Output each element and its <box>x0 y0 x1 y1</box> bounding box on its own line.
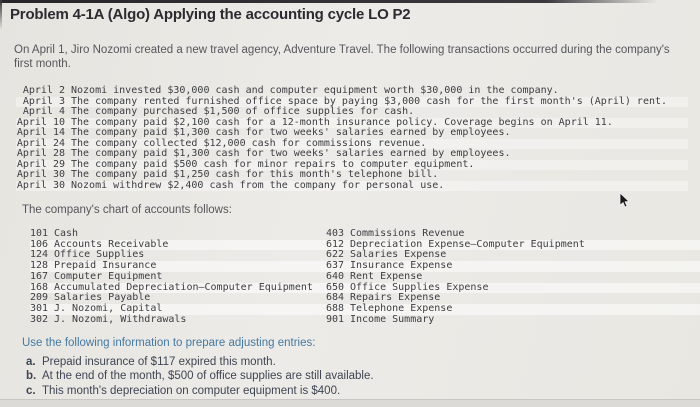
chart-of-accounts <box>0 229 700 325</box>
transaction-text: The company paid $2,100 cash for a 12-month insurance policy. Coverage begins on April 11. <box>71 116 613 128</box>
transaction-line <box>16 181 688 192</box>
account-name: Rent Expense <box>350 270 423 282</box>
account-name: Accounts Receivable <box>54 238 169 250</box>
account-number: 622 <box>326 249 345 261</box>
adjusting-entry-letter: c. <box>26 384 36 397</box>
account-number: 124 <box>30 249 49 261</box>
adjusting-entry-letter: b. <box>26 370 37 383</box>
account-name: Office Supplies <box>54 249 145 261</box>
account-number: 684 <box>326 292 345 304</box>
transaction-text: Nozomi withdrew $2,400 cash from the company for personal use. <box>71 179 445 191</box>
account-name: Cash <box>54 228 79 239</box>
transaction-text: The company collected $12,000 cash for commissions revenue. <box>71 137 427 149</box>
transaction-date: April 24 <box>16 137 65 149</box>
account-name: J. Nozomi, Capital <box>54 302 163 314</box>
account-number: 167 <box>30 270 49 282</box>
account-name: Accumulated Depreciation—Computer Equipment <box>54 281 313 293</box>
problem-intro-text: On April 1, Jiro Nozomi created a new travel agency, Adventure Travel. The following transactions occurred during the company's first month. <box>14 44 670 70</box>
account-number: 209 <box>30 292 49 304</box>
account-number: 101 <box>30 228 49 239</box>
account-number: 640 <box>326 270 345 282</box>
account-number: 168 <box>30 281 49 293</box>
transaction-text: Nozomi invested $30,000 cash and computer equipment worth $30,000 in the company. <box>71 85 559 96</box>
account-number: 302 <box>30 313 49 325</box>
account-name: Insurance Expense <box>350 260 453 272</box>
transaction-text: The company paid $1,300 cash for two weeks' salaries earned by employees. <box>71 127 511 138</box>
adjusting-entry-letter: a. <box>26 356 36 368</box>
transactions-list <box>16 86 688 191</box>
adjusting-entry-text: This month's depreciation on computer equipment is $400. <box>42 384 341 397</box>
account-row <box>30 272 700 283</box>
account-name: Repairs Expense <box>350 292 441 304</box>
account-name: Commissions Revenue <box>350 228 465 239</box>
transaction-text: The company purchased $1,500 of office supplies for cash. <box>71 106 415 117</box>
transaction-date: April 4 <box>22 106 65 117</box>
account-name: Computer Equipment <box>54 270 163 282</box>
account-number: 637 <box>326 260 345 272</box>
transaction-date: April 29 <box>16 158 65 170</box>
chart-of-accounts-intro: The company's chart of accounts follows: <box>22 204 232 216</box>
transaction-date: April 30 <box>16 169 65 180</box>
transaction-text: The company rented furnished office space by paying $3,000 cash for the first month's (April) rent. <box>71 95 668 107</box>
transaction-date: April 30 <box>16 179 65 191</box>
screen-left-edge <box>0 0 2 30</box>
transaction-text: The company paid $1,300 cash for two weeks' salaries earned by employees. <box>71 148 511 159</box>
account-name: Salaries Payable <box>54 292 151 304</box>
account-name: Depreciation Expense—Computer Equipment <box>350 238 585 250</box>
screen-bottom-edge <box>0 399 700 407</box>
transaction-text: The company paid $1,250 cash for this month's telephone bill. <box>71 169 439 180</box>
account-number: 301 <box>30 302 49 314</box>
transaction-date: April 3 <box>22 95 65 107</box>
adjusting-entry-text: Prepaid insurance of $117 expired this month. <box>42 356 276 368</box>
account-name: Office Supplies Expense <box>350 281 489 293</box>
transaction-text: The company paid $500 cash for minor repairs to computer equipment. <box>71 158 475 170</box>
adjusting-entry <box>26 384 374 398</box>
account-name: J. Nozomi, Withdrawals <box>54 313 187 325</box>
account-name: Prepaid Insurance <box>54 260 157 272</box>
transaction-date: April 14 <box>16 127 65 138</box>
account-number: 612 <box>326 238 345 250</box>
account-number: 403 <box>326 228 345 239</box>
account-number: 650 <box>326 281 345 293</box>
adjusting-entries-list <box>26 355 374 398</box>
mouse-cursor-icon <box>619 192 631 215</box>
adjusting-entry-text: At the end of the month, $500 of office supplies are still available. <box>42 370 374 383</box>
screen-top-edge <box>0 0 700 3</box>
account-number: 106 <box>30 238 49 250</box>
transaction-date: April 2 <box>22 85 65 96</box>
account-number: 128 <box>30 260 49 272</box>
transaction-date: April 28 <box>16 148 65 159</box>
account-name: Telephone Expense <box>350 302 453 314</box>
account-name: Income Summary <box>350 313 435 325</box>
adjusting-entry <box>26 369 374 383</box>
account-number: 688 <box>326 302 345 314</box>
account-row <box>30 315 700 326</box>
account-number: 901 <box>326 313 345 325</box>
adjusting-entry <box>26 355 374 369</box>
page-title: Problem 4-1A (Algo) Applying the accounting cycle LO P2 <box>10 6 411 23</box>
adjusting-entries-intro: Use the following information to prepare adjusting entries: <box>22 337 316 349</box>
account-name: Salaries Expense <box>350 249 447 261</box>
transaction-date: April 10 <box>16 116 65 128</box>
